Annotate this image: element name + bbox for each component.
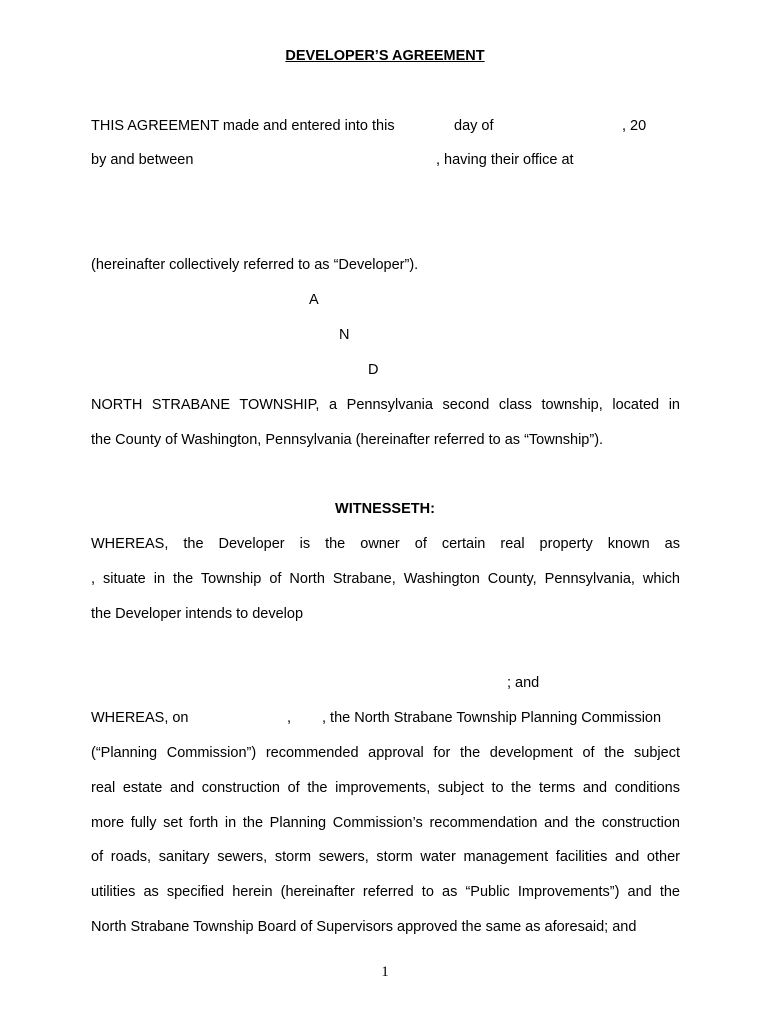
whereas1-line-1: WHEREAS, the Developer is the owner of certain real property known as xyxy=(91,536,680,552)
whereas2-start: WHEREAS, on xyxy=(91,710,189,726)
whereas2-comma: , xyxy=(287,710,292,726)
document-title: DEVELOPER’S AGREEMENT xyxy=(285,48,485,64)
intro-day-of: day of xyxy=(454,118,494,134)
and-letter-d: D xyxy=(368,362,379,378)
whereas2-line-2: (“Planning Commission”) recommended approval for the development of the subject xyxy=(91,745,680,761)
page-number: 1 xyxy=(381,964,389,980)
whereas2-line-5: of roads, sanitary sewers, storm sewers, storm water management facilities and other xyxy=(91,849,680,865)
township-line-1: NORTH STRABANE TOWNSHIP, a Pennsylvania second class township, located in xyxy=(91,397,680,413)
whereas2-line-6: utilities as specified herein (hereinafter referred to as “Public Improvements”) and the xyxy=(91,884,680,900)
whereas2-line-3: real estate and construction of the improvements, subject to the terms and conditions xyxy=(91,780,680,796)
whereas1-line-3: the Developer intends to develop xyxy=(91,606,304,622)
between-text: by and between xyxy=(91,152,194,168)
intro-text: THIS AGREEMENT made and entered into this xyxy=(91,118,395,134)
intro-year: , 20 xyxy=(622,118,647,134)
developer-reference: (hereinafter collectively referred to as “Developer”). xyxy=(91,257,419,273)
whereas2-line-4: more fully set forth in the Planning Commission’s recommendation and the construction xyxy=(91,815,680,831)
and-letter-n: N xyxy=(339,327,350,343)
whereas1-line-4: ; and xyxy=(507,675,540,691)
office-text: , having their office at xyxy=(436,152,574,168)
township-line-2: the County of Washington, Pennsylvania (hereinafter referred to as “Township”). xyxy=(91,432,604,448)
and-letter-a: A xyxy=(309,292,319,308)
witnesseth-heading: WITNESSETH: xyxy=(335,501,435,517)
whereas2-line-7: North Strabane Township Board of Supervisors approved the same as aforesaid; and xyxy=(91,919,637,935)
whereas2-commission: , the North Strabane Township Planning Commission xyxy=(322,710,662,726)
whereas1-line-2: , situate in the Township of North Strabane, Washington County, Pennsylvania, which xyxy=(91,571,680,587)
